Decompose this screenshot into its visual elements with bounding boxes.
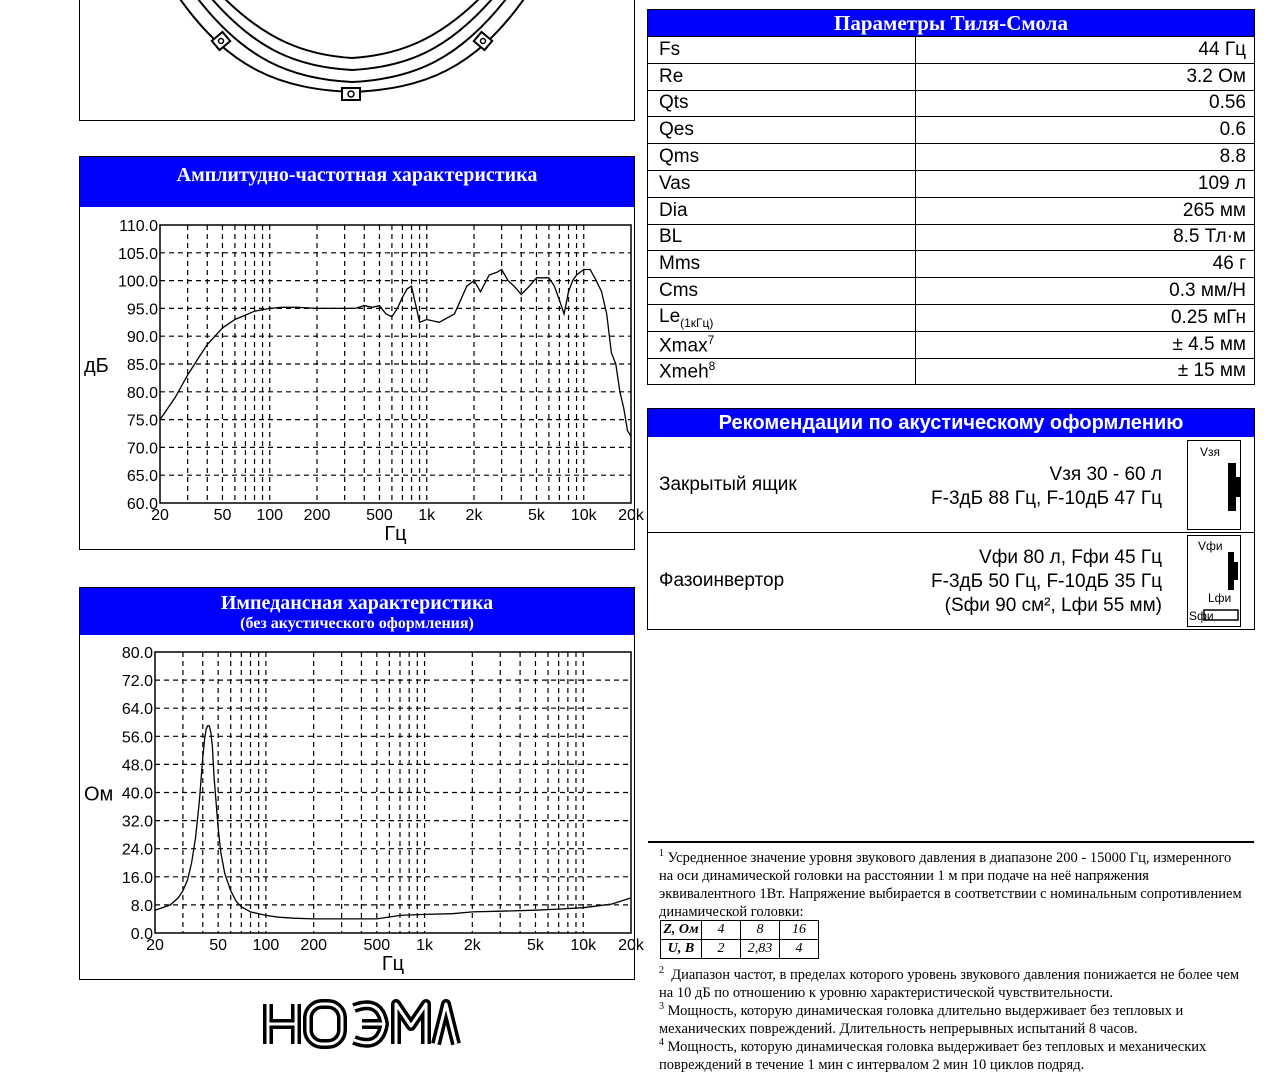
bass-reflex-row bbox=[648, 532, 1254, 630]
x-tick-label: 10k bbox=[570, 937, 597, 954]
x-tick-label: 50 bbox=[213, 507, 232, 524]
voltage-table-cell: 2 bbox=[702, 940, 741, 959]
series-line bbox=[155, 726, 631, 919]
impedance-title: Импедансная характеристика bbox=[220, 592, 494, 614]
closed-box-frequencies: F-3дБ 88 Гц, F-10дБ 47 Гц bbox=[931, 488, 1162, 509]
y-tick-label: 16.0 bbox=[121, 869, 153, 887]
y-tick-label: 80.0 bbox=[126, 384, 158, 402]
x-tick-label: 1k bbox=[416, 937, 434, 954]
impedance-panel bbox=[79, 587, 644, 980]
ts-row bbox=[648, 251, 1255, 278]
thiele-small-table bbox=[647, 9, 1255, 385]
ts-param-value: ± 15 мм bbox=[915, 358, 1254, 385]
ts-row bbox=[648, 170, 1255, 197]
footnote-3: $^3$ Мощность, которую динамическая головка длительно выдерживает без тепловых и механических повреждений. Длительность непрерывных испытаний 8 часов. bbox=[659, 1001, 1184, 1037]
series-line bbox=[160, 270, 631, 437]
y-tick-label: 56.0 bbox=[121, 729, 153, 747]
x-tick-label: 2k bbox=[463, 937, 481, 954]
ts-param-value: 0.6 bbox=[915, 117, 1254, 144]
ts-param-value: 44 Гц bbox=[915, 37, 1254, 64]
bass-reflex-diagram bbox=[1187, 535, 1241, 627]
ts-row bbox=[648, 144, 1255, 171]
x-tick-label: 1k bbox=[418, 507, 436, 524]
x-tick-label: 5k bbox=[528, 507, 545, 524]
ts-row bbox=[648, 358, 1255, 385]
ts-param-value: 3.2 Ом bbox=[915, 63, 1254, 90]
ts-param-name: BL bbox=[648, 224, 916, 251]
y-tick-label: 95.0 bbox=[126, 301, 158, 319]
ts-param-name: Xmeh$^8$ bbox=[648, 358, 916, 385]
thiele-small-title: Параметры Тиля-Смола bbox=[648, 10, 1255, 37]
footnotes-separator bbox=[648, 841, 1254, 843]
ts-param-footnote-ref: 8 bbox=[708, 359, 716, 374]
x-tick-label: 100 bbox=[256, 507, 284, 524]
y-tick-label: 85.0 bbox=[126, 357, 158, 374]
closed-box-specs bbox=[931, 463, 1162, 511]
ts-param-name: $Le_{(1кГц)}$ bbox=[648, 304, 916, 331]
ts-param-name: Mms bbox=[648, 251, 916, 278]
ts-param-name: Dia bbox=[648, 197, 916, 224]
y-tick-label: 64.0 bbox=[121, 701, 153, 719]
ts-param-name: Qms bbox=[648, 144, 916, 171]
impedance-header bbox=[80, 588, 634, 635]
ts-row bbox=[648, 197, 1255, 224]
x-tick-label: 50 bbox=[209, 937, 228, 954]
x-tick-label: 100 bbox=[252, 937, 280, 954]
closed-box-diagram bbox=[1187, 440, 1241, 530]
ts-param-value: 265 мм bbox=[915, 197, 1254, 224]
y-tick-label: 80.0 bbox=[121, 645, 153, 662]
ts-param-value: 8.8 bbox=[915, 144, 1254, 171]
ts-row bbox=[648, 117, 1255, 144]
bass-reflex-volume: Vфи 80 л, Fфи 45 Гц bbox=[979, 547, 1162, 568]
ts-param-name: Re bbox=[648, 63, 916, 90]
ts-param-value: 46 г bbox=[915, 251, 1254, 278]
ts-param-name: Qes bbox=[648, 117, 916, 144]
footnote-4: $^4$ Мощность, которую динамическая головка выдерживает без тепловых и механических повреждений в течение 1 мин с интервалом 2 мин 10 циклов подряд. bbox=[659, 1037, 1207, 1073]
closed-box-diagram-label: Vзя bbox=[1200, 445, 1221, 459]
voltage-table-cell: 16 bbox=[780, 921, 819, 940]
freq-response-title: Амплитудно-частотная характеристика bbox=[80, 157, 634, 207]
y-tick-label: 100.0 bbox=[117, 273, 158, 291]
ts-row bbox=[648, 37, 1255, 64]
ts-row bbox=[648, 90, 1255, 117]
ts-param-name: Vas bbox=[648, 170, 916, 197]
ts-param-value: ± 4.5 мм bbox=[915, 331, 1254, 358]
y-tick-label: 65.0 bbox=[126, 468, 158, 486]
ts-param-value: 0.25 мГн bbox=[915, 304, 1254, 331]
y-tick-label: 0.0 bbox=[130, 926, 153, 943]
voltage-table-cell: 8 bbox=[741, 921, 780, 940]
voltage-table-header: Z, Ом bbox=[661, 921, 702, 940]
y-tick-label: 105.0 bbox=[117, 245, 158, 263]
bass-reflex-diagram-label: Vфи bbox=[1198, 539, 1223, 553]
recommendations-title: Рекомендации по акустическому оформлению bbox=[648, 409, 1254, 437]
bass-reflex-port: (Sфи 90 см², Lфи 55 мм) bbox=[944, 595, 1162, 616]
ts-row bbox=[648, 63, 1255, 90]
ts-param-value: 0.56 bbox=[915, 90, 1254, 117]
y-tick-label: 75.0 bbox=[126, 412, 158, 430]
bass-reflex-frequencies: F-3дБ 50 Гц, F-10дБ 35 Гц bbox=[931, 571, 1162, 592]
ts-param-value: 0.3 мм/Н bbox=[915, 278, 1254, 305]
y-tick-label: 70.0 bbox=[126, 440, 158, 458]
speaker-drawing-panel bbox=[79, 0, 635, 121]
x-tick-label: 200 bbox=[303, 507, 331, 524]
freq-response-chart bbox=[80, 205, 644, 549]
x-tick-label: 20k bbox=[618, 937, 644, 954]
y-tick-label: 72.0 bbox=[121, 673, 153, 691]
ts-param-value: 109 л bbox=[915, 170, 1254, 197]
closed-box-row bbox=[648, 437, 1254, 531]
y-tick-label: 24.0 bbox=[121, 841, 153, 859]
bass-reflex-label: Фазоинвертор bbox=[659, 570, 785, 591]
y-axis-label: дБ bbox=[84, 355, 109, 377]
y-tick-label: 48.0 bbox=[121, 757, 153, 775]
speaker-outline-drawing bbox=[80, 0, 634, 120]
x-tick-label: 2k bbox=[465, 507, 483, 524]
ts-row bbox=[648, 224, 1255, 251]
ts-param-name: Qts bbox=[648, 90, 916, 117]
bass-reflex-diagram-label: Lфи bbox=[1208, 591, 1232, 605]
y-tick-label: 110.0 bbox=[119, 218, 158, 235]
closed-box-volume: Vзя 30 - 60 л bbox=[1049, 464, 1162, 485]
x-axis-label: Гц bbox=[384, 523, 407, 545]
y-tick-label: 60.0 bbox=[126, 496, 158, 513]
bass-reflex-diagram-label: Sфи bbox=[1189, 609, 1214, 623]
x-tick-label: 20 bbox=[151, 507, 169, 524]
footnote-1: $^1$ Усредненное значение уровня звукового давления в диапазоне 200 - 15000 Гц, измеренного на оси динамической головки на расстоянии 1 м при подаче на неё напряжения эквивалентного 1Вт. Напряжение выбирается в соответствии с номинальным сопротивлением динамической головки: bbox=[659, 848, 1242, 920]
voltage-table bbox=[660, 920, 819, 959]
voltage-table-cell: 4 bbox=[702, 921, 741, 940]
voltage-table-header: U, В bbox=[661, 940, 702, 959]
ts-row bbox=[648, 331, 1255, 358]
x-tick-label: 20k bbox=[618, 507, 644, 524]
x-tick-label: 500 bbox=[363, 937, 391, 954]
ts-row bbox=[648, 278, 1255, 305]
voltage-table-cell: 4 bbox=[780, 940, 819, 959]
freq-response-panel bbox=[79, 156, 644, 550]
closed-box-label: Закрытый ящик bbox=[659, 474, 797, 495]
y-tick-label: 8.0 bbox=[130, 897, 153, 915]
noema-logo bbox=[258, 994, 458, 1050]
y-axis-label: Ом bbox=[84, 783, 114, 806]
footnote-2: $^2$ Диапазон частот, в пределах которого уровень звукового давления понижается не более чем на 10 дБ по отношению к уровню характеристической чувствительности. bbox=[659, 965, 1240, 1001]
ts-param-name: Fs bbox=[648, 37, 916, 64]
impedance-subtitle: (без акустического оформления) bbox=[240, 615, 474, 632]
x-tick-label: 200 bbox=[300, 937, 328, 954]
ts-param-name: Cms bbox=[648, 278, 916, 305]
y-tick-label: 32.0 bbox=[121, 813, 153, 831]
bass-reflex-specs bbox=[931, 546, 1162, 618]
ts-param-value: 8.5 Тл·м bbox=[915, 224, 1254, 251]
voltage-table-cell: 2,83 bbox=[741, 940, 780, 959]
x-tick-label: 10k bbox=[570, 507, 597, 524]
y-tick-label: 90.0 bbox=[126, 329, 158, 347]
ts-row bbox=[648, 304, 1255, 331]
y-tick-label: 40.0 bbox=[121, 785, 153, 803]
x-axis-label: Гц bbox=[381, 953, 405, 975]
x-tick-label: 5k bbox=[527, 937, 544, 954]
x-tick-label: 500 bbox=[366, 507, 393, 524]
ts-param-name: Xmax$^7$ bbox=[648, 331, 916, 358]
ts-param-subscript: (1кГц) bbox=[680, 315, 714, 330]
x-tick-label: 20 bbox=[146, 937, 164, 954]
ts-param-footnote-ref: 7 bbox=[707, 332, 715, 347]
impedance-chart bbox=[80, 635, 644, 979]
enclosure-recommendations bbox=[647, 408, 1255, 630]
